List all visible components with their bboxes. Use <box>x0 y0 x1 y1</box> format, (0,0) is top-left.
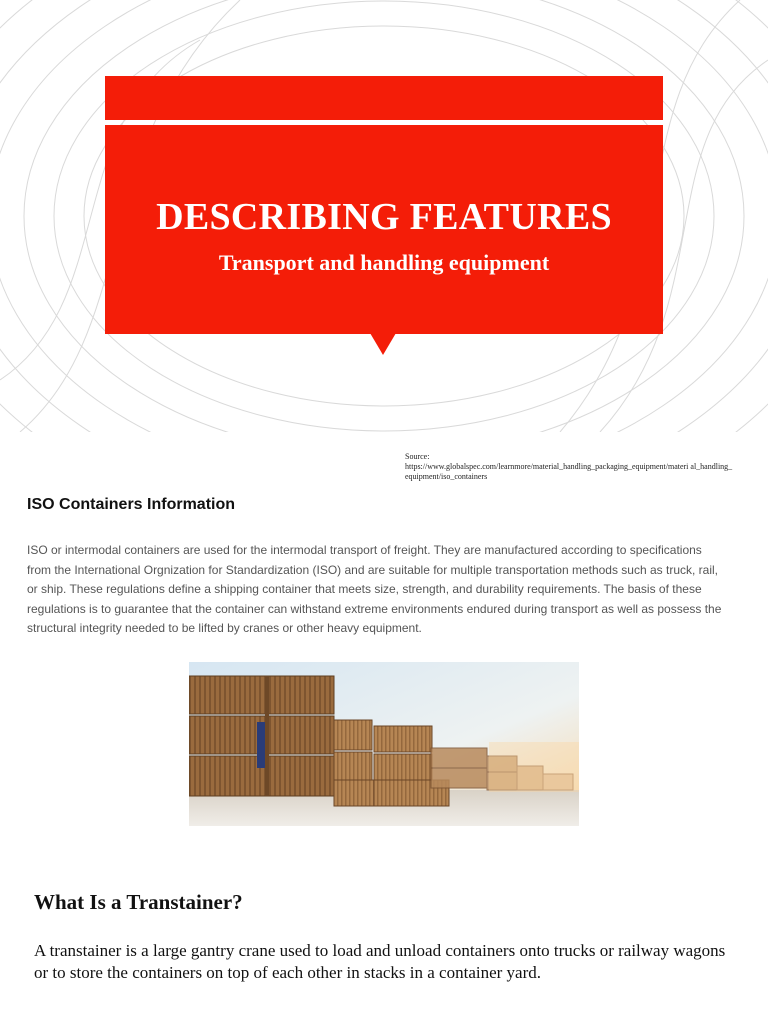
banner-top-strip <box>105 76 663 120</box>
container-stack-left <box>189 676 334 796</box>
title-banner <box>105 125 663 334</box>
banner-pointer-arrow <box>370 333 396 355</box>
iso-section-heading: ISO Containers Information <box>27 496 236 513</box>
transtainer-body: A transtainer is a large gantry crane used to load and unload containers onto trucks or railway wagons or to store the containers on top of each other in stacks in a container yard. <box>34 941 726 982</box>
title-slide <box>0 0 768 432</box>
slide-title: DESCRIBING FEATURES <box>156 196 612 238</box>
source-url[interactable]: https://www.globalspec.com/learnmore/material_handling_packaging_equipment/materi al_handling_equipment/iso_containers <box>405 462 733 481</box>
iso-section-body: ISO or intermodal containers are used for the intermodal transport of freight. They are manufactured according to specifications from the International Orgnization for Standardization (ISO) and are suitable for multiple transportation methods such as truck, rail, or ship. These regulations define a shipping container that meets size, strength, and durability requirements. The basis of these regulations is to guarantee that the container can withstand extreme environments endured during transport as well as possess the structural integrity needed to be lifted by cranes or other heavy equipment. <box>27 543 722 635</box>
transtainer-heading: What Is a Transtainer? <box>34 890 243 914</box>
source-citation <box>405 452 735 482</box>
source-label: Source: <box>405 452 430 461</box>
container-yard-photo <box>189 662 579 826</box>
slide-subtitle: Transport and handling equipment <box>218 250 550 275</box>
